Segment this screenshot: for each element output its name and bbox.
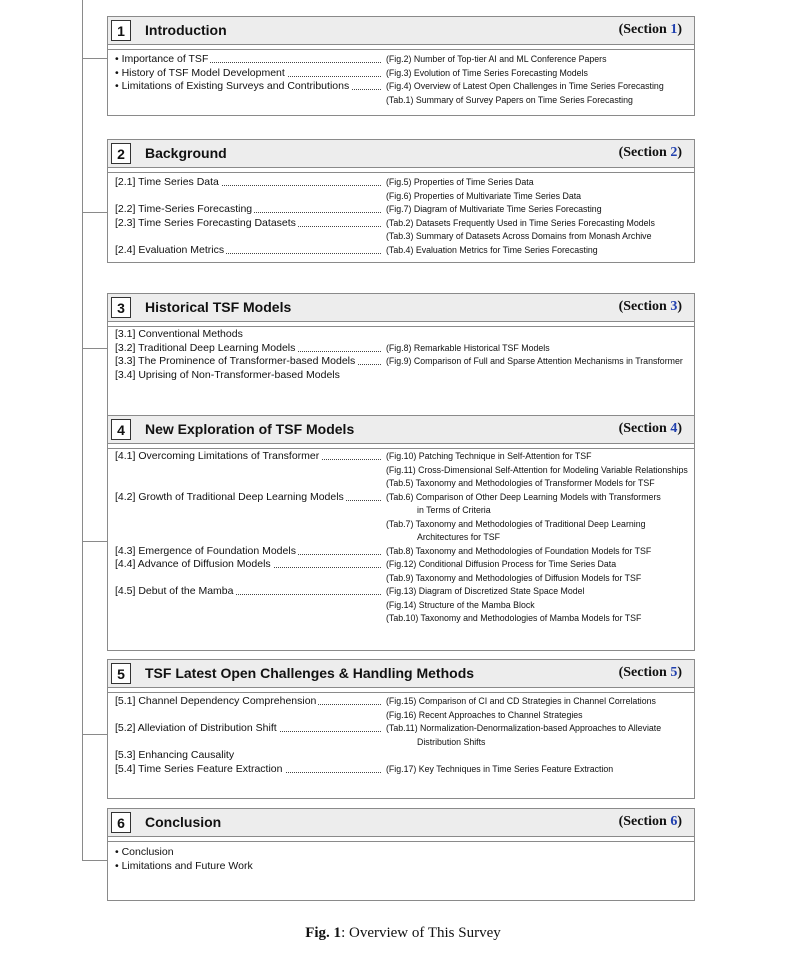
topic-row: [115, 176, 690, 189]
section-divider: [108, 841, 694, 842]
topic-row: [115, 67, 690, 80]
section-number-box: 3: [111, 297, 131, 318]
section-title: Conclusion: [145, 814, 222, 830]
topic-row: [115, 203, 690, 216]
figure-table-reference: (Tab.10) Taxonomy and Methodologies of Mamba Models for TSF: [386, 613, 642, 623]
topic-label: [115, 695, 381, 708]
section-ref-suffix: ): [677, 665, 682, 680]
section-number-box: 2: [111, 143, 131, 164]
topic-text: • History of TSF Model Development: [115, 66, 285, 79]
section-5: [107, 659, 695, 799]
section-body: [107, 168, 695, 263]
section-ref-number: 3: [670, 299, 678, 314]
section-3: [107, 293, 695, 416]
figure-table-reference: Architectures for TSF: [417, 532, 500, 542]
topic-row: [115, 545, 690, 558]
topic-row: [115, 695, 690, 708]
topic-label: [115, 846, 381, 859]
section-divider: [108, 172, 694, 173]
figure-table-reference: (Fig.5) Properties of Time Series Data: [386, 177, 534, 187]
figure-table-reference: (Fig.14) Structure of the Mamba Block: [386, 599, 535, 610]
topic-text: [4.1] Overcoming Limitations of Transformer: [115, 450, 320, 462]
topic-label: [115, 369, 381, 382]
topic-row: [115, 464, 690, 477]
section-header: [107, 659, 695, 688]
figure-table-reference: (Tab.2) Datasets Frequently Used in Time Series Forecasting Models: [386, 217, 655, 228]
topic-label: [115, 328, 381, 341]
section-ref-prefix: (Section: [618, 299, 671, 314]
caption-text: : Overview of This Survey: [341, 925, 501, 941]
topic-label: [115, 53, 381, 66]
section-number-box: 4: [111, 419, 131, 440]
figure-table-reference: (Fig.17) Key Techniques in Time Series Feature Extraction: [386, 763, 614, 774]
topic-label: [115, 450, 381, 463]
section-body: [107, 45, 695, 116]
topic-row: [115, 709, 690, 722]
topic-row: [115, 355, 690, 368]
section-ref-prefix: (Section: [618, 22, 671, 37]
topic-label: [115, 176, 381, 189]
section-reference: [619, 421, 682, 437]
topic-text: [4.2] Growth of Traditional Deep Learning Models: [115, 490, 344, 503]
section-ref-suffix: ): [677, 421, 682, 436]
topic-label: [115, 244, 381, 257]
figure-table-reference: (Tab.8) Taxonomy and Methodologies of Foundation Models for TSF: [386, 545, 652, 556]
topic-row: [115, 736, 690, 749]
topic-row: [115, 722, 690, 735]
section-ref-prefix: (Section: [618, 421, 671, 436]
tree-branch-line: [82, 348, 107, 349]
topic-row: [115, 860, 690, 873]
figure-table-reference: (Fig.10) Patching Technique in Self-Attention for TSF: [386, 451, 592, 461]
topic-row: [115, 190, 690, 203]
section-title: New Exploration of TSF Models: [145, 421, 355, 437]
topic-text: • Limitations and Future Work: [115, 859, 253, 872]
topic-label: [115, 722, 381, 735]
topic-row: [115, 558, 690, 571]
topic-row: [115, 504, 690, 517]
section-ref-prefix: (Section: [618, 814, 671, 829]
section-number-box: 6: [111, 812, 131, 833]
tree-branch-line: [82, 541, 107, 542]
figure-table-reference: (Fig.11) Cross-Dimensional Self-Attention for Modeling Variable Relationships: [386, 464, 688, 475]
topic-text: [2.3] Time Series Forecasting Datasets: [115, 216, 296, 229]
section-ref-number: 5: [670, 665, 678, 680]
section-number-box: 1: [111, 20, 131, 41]
figure-table-reference: (Tab.7) Taxonomy and Methodologies of Traditional Deep Learning: [386, 518, 646, 529]
section-2: [107, 139, 695, 263]
topic-row: [115, 450, 690, 463]
section-divider: [108, 49, 694, 50]
topic-row: [115, 612, 690, 625]
section-header: [107, 139, 695, 168]
topic-text: [2.2] Time-Series Forecasting: [115, 203, 253, 215]
topic-text: • Conclusion: [115, 846, 174, 858]
topic-row: [115, 572, 690, 585]
section-ref-number: 2: [670, 145, 678, 160]
topic-row: [115, 94, 690, 107]
topic-row: [115, 846, 690, 859]
section-header: [107, 293, 695, 322]
topic-text: [4.3] Emergence of Foundation Models: [115, 544, 296, 557]
topic-row: [115, 599, 690, 612]
topic-text: [2.4] Evaluation Metrics: [115, 243, 225, 256]
topic-row: [115, 342, 690, 355]
topic-row: [115, 369, 690, 382]
section-title: Historical TSF Models: [145, 299, 292, 315]
topic-row: [115, 80, 690, 93]
topic-row: [115, 531, 690, 544]
topic-row: [115, 585, 690, 598]
topic-text: [3.2] Traditional Deep Learning Models: [115, 341, 296, 354]
figure-table-reference: in Terms of Criteria: [417, 505, 491, 515]
section-divider: [108, 326, 694, 327]
topic-text: • Importance of TSF: [115, 53, 209, 65]
topic-label: [115, 80, 381, 93]
topic-text: [4.4] Advance of Diffusion Models: [115, 558, 271, 570]
topic-row: [115, 763, 690, 776]
topic-text: [5.4] Time Series Feature Extraction: [115, 762, 283, 775]
topic-label: [115, 491, 381, 504]
section-ref-suffix: ): [677, 145, 682, 160]
section-body: [107, 837, 695, 901]
topic-label: [115, 763, 381, 776]
section-reference: [619, 665, 682, 681]
topic-text: [3.3] The Prominence of Transformer-based Models: [115, 355, 356, 367]
figure-table-reference: (Fig.7) Diagram of Multivariate Time Series Forecasting: [386, 204, 602, 214]
tree-branch-line: [82, 734, 107, 735]
topic-row: [115, 477, 690, 490]
topic-text: [5.3] Enhancing Causality: [115, 749, 235, 761]
section-ref-suffix: ): [677, 814, 682, 829]
figure-caption: [0, 925, 806, 942]
tree-branch-line: [82, 212, 107, 213]
figure-table-reference: (Tab.4) Evaluation Metrics for Time Series Forecasting: [386, 244, 598, 255]
topic-label: [115, 67, 381, 80]
section-ref-suffix: ): [677, 22, 682, 37]
figure-table-reference: (Tab.11) Normalization-Denormalization-based Approaches to Alleviate: [386, 723, 662, 733]
topic-label: [115, 545, 381, 558]
figure-table-reference: (Fig.13) Diagram of Discretized State Space Model: [386, 586, 585, 596]
section-divider: [108, 448, 694, 449]
figure-table-reference: (Tab.9) Taxonomy and Methodologies of Diffusion Models for TSF: [386, 572, 642, 583]
topic-text: [5.1] Channel Dependency Comprehension: [115, 695, 317, 707]
section-reference: [619, 814, 682, 830]
topic-row: [115, 518, 690, 531]
topic-text: [5.2] Alleviation of Distribution Shift: [115, 722, 277, 734]
section-6: [107, 808, 695, 901]
figure-table-reference: (Fig.12) Conditional Diffusion Process for Time Series Data: [386, 559, 617, 569]
section-4: [107, 415, 695, 651]
topic-row: [115, 749, 690, 762]
figure-table-reference: (Fig.9) Comparison of Full and Sparse Attention Mechanisms in Transformer: [386, 356, 683, 366]
section-body: [107, 322, 695, 416]
section-header: [107, 808, 695, 837]
topic-label: [115, 558, 381, 571]
topic-text: [2.1] Time Series Data: [115, 176, 219, 188]
figure-table-reference: (Fig.6) Properties of Multivariate Time Series Data: [386, 190, 582, 201]
topic-label: [115, 203, 381, 216]
figure-table-reference: (Fig.8) Remarkable Historical TSF Models: [386, 342, 550, 353]
section-ref-number: 1: [670, 22, 678, 37]
section-header: [107, 415, 695, 444]
topic-row: [115, 491, 690, 504]
section-header: [107, 16, 695, 45]
section-ref-number: 4: [670, 421, 678, 436]
caption-label: Fig. 1: [305, 925, 342, 941]
topic-text: [3.1] Conventional Methods: [115, 328, 243, 340]
figure-table-reference: (Fig.2) Number of Top-tier AI and ML Conference Papers: [386, 54, 607, 64]
section-body: [107, 688, 695, 799]
topic-label: [115, 217, 381, 230]
figure-table-reference: Distribution Shifts: [417, 736, 486, 747]
section-ref-number: 6: [670, 814, 678, 829]
section-ref-suffix: ): [677, 299, 682, 314]
section-reference: [619, 299, 682, 315]
topic-label: [115, 860, 381, 873]
figure-table-reference: (Tab.5) Taxonomy and Methodologies of Transformer Models for TSF: [386, 478, 655, 488]
section-title: Background: [145, 145, 227, 161]
topic-row: [115, 328, 690, 341]
topic-row: [115, 53, 690, 66]
section-1: [107, 16, 695, 116]
topic-text: [4.5] Debut of the Mamba: [115, 585, 234, 597]
topic-text: [3.4] Uprising of Non-Transformer-based Models: [115, 368, 340, 381]
topic-row: [115, 230, 690, 243]
tree-branch-line: [82, 58, 107, 59]
section-ref-prefix: (Section: [618, 665, 671, 680]
section-reference: [619, 22, 682, 38]
section-title: Introduction: [145, 22, 227, 38]
section-number-box: 5: [111, 663, 131, 684]
section-reference: [619, 145, 682, 161]
figure-table-reference: (Fig.15) Comparison of CI and CD Strategies in Channel Correlations: [386, 696, 656, 706]
section-body: [107, 444, 695, 651]
figure-table-reference: (Fig.4) Overview of Latest Open Challenges in Time Series Forecasting: [386, 81, 664, 91]
tree-trunk-line: [82, 0, 83, 860]
section-title: TSF Latest Open Challenges & Handling Methods: [145, 665, 475, 681]
topic-label: [115, 585, 381, 598]
figure-table-reference: (Tab.6) Comparison of Other Deep Learning Models with Transformers: [386, 491, 661, 502]
topic-row: [115, 217, 690, 230]
section-ref-prefix: (Section: [618, 145, 671, 160]
topic-label: [115, 355, 381, 368]
tree-branch-line: [82, 860, 107, 861]
topic-label: [115, 342, 381, 355]
topic-row: [115, 244, 690, 257]
figure-table-reference: (Tab.1) Summary of Survey Papers on Time Series Forecasting: [386, 94, 633, 105]
figure-table-reference: (Fig.16) Recent Approaches to Channel Strategies: [386, 709, 583, 720]
figure-table-reference: (Fig.3) Evolution of Time Series Forecasting Models: [386, 67, 588, 78]
figure-table-reference: (Tab.3) Summary of Datasets Across Domains from Monash Archive: [386, 231, 652, 241]
section-divider: [108, 692, 694, 693]
topic-label: [115, 749, 381, 762]
topic-text: • Limitations of Existing Surveys and Contributions: [115, 80, 350, 92]
